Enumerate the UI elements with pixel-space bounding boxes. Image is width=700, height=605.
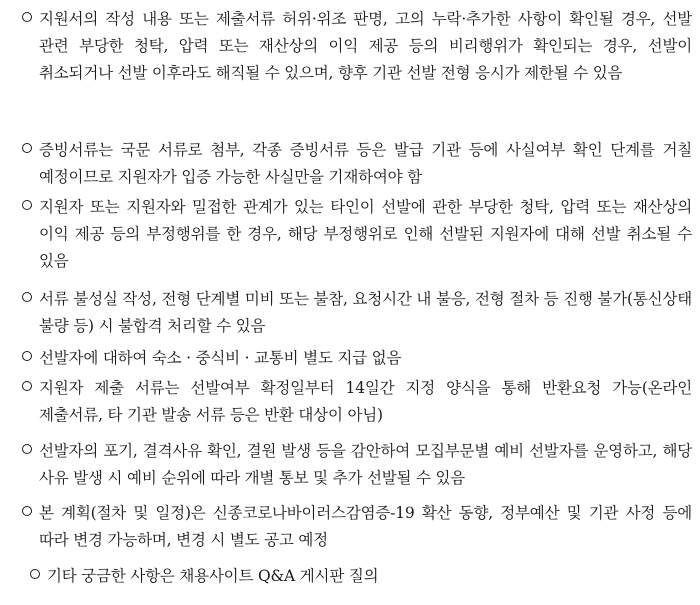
notice-text-6: 지원자 제출 서류는 선발여부 확정일부터 14일간 지정 양식을 통해 반환요청 가능(온라인 제출서류, 타 기관 발송 서류 등은 반환 대상이 아님) [39,379,692,424]
circle-bullet-icon [22,351,32,361]
notice-item-1 [22,6,692,87]
notice-text-8: 본 계획(절차 및 일정)은 신종코로나바이러스감염증-19 확산 동향, 정부예산 및 기관 사정 등에 따라 변경 가능하며, 변경 시 별도 공고 예정 [39,504,692,549]
circle-bullet-icon [22,444,32,454]
notice-item-4 [22,286,692,340]
notice-item-6 [22,375,692,429]
notice-item-9 [30,563,692,590]
circle-bullet-icon [22,12,32,22]
notice-text-3: 지원자 또는 지원자와 밀접한 관계가 있는 타인이 선발에 관한 부당한 청탁, 압력 또는 재산상의 이익 제공 등의 부정행위를 한 경우, 해당 부정행위로 인해 선발된 지원자에 대해 선발 취소될 수 있음 [39,198,692,270]
notice-text-2: 증빙서류는 국문 서류로 첨부, 각종 증빙서류 등은 발급 기관 등에 사실여부 확인 단계를 거칠 예정이므로 지원자가 입증 가능한 사실만을 기재하여야 함 [39,141,692,186]
notice-item-3 [22,194,692,275]
circle-bullet-icon [22,506,32,516]
notice-text-7: 선발자의 포기, 결격사유 확인, 결원 발생 등을 감안하여 모집부문별 예비 선발자를 운영하고, 해당 사유 발생 시 예비 순위에 따라 개별 통보 및 추가 선발될 수 있음 [39,442,692,487]
circle-bullet-icon [30,569,40,579]
notice-item-7 [22,438,692,492]
circle-bullet-icon [22,381,32,391]
notice-item-5 [22,345,692,372]
notice-text-5: 선발자에 대하여 숙소 · 중식비 · 교통비 별도 지급 없음 [39,349,402,367]
circle-bullet-icon [22,200,32,210]
notice-item-8 [22,500,692,554]
notice-text-9: 기타 궁금한 사항은 채용사이트 Q&A 게시판 질의 [47,567,379,585]
notice-text-1: 지원서의 작성 내용 또는 제출서류 허위·위조 판명, 고의 누락·추가한 사항이 확인될 경우, 선발 관련 부당한 청탁, 압력 또는 재산상의 이익 제공 등의 비리행위가 확인되는 경우, 선발이 취소되거나 선발 이후라도 해직될 수 있으며, 향후 기관 선발 전형 응시가 제한될 수 있음 [39,10,692,82]
circle-bullet-icon [22,292,32,302]
notice-item-2 [22,137,692,191]
circle-bullet-icon [22,143,32,153]
notice-text-4: 서류 불성실 작성, 전형 단계별 미비 또는 불참, 요청시간 내 불응, 전형 절차 등 진행 불가(통신상태 불량 등) 시 불합격 처리할 수 있음 [39,290,692,335]
